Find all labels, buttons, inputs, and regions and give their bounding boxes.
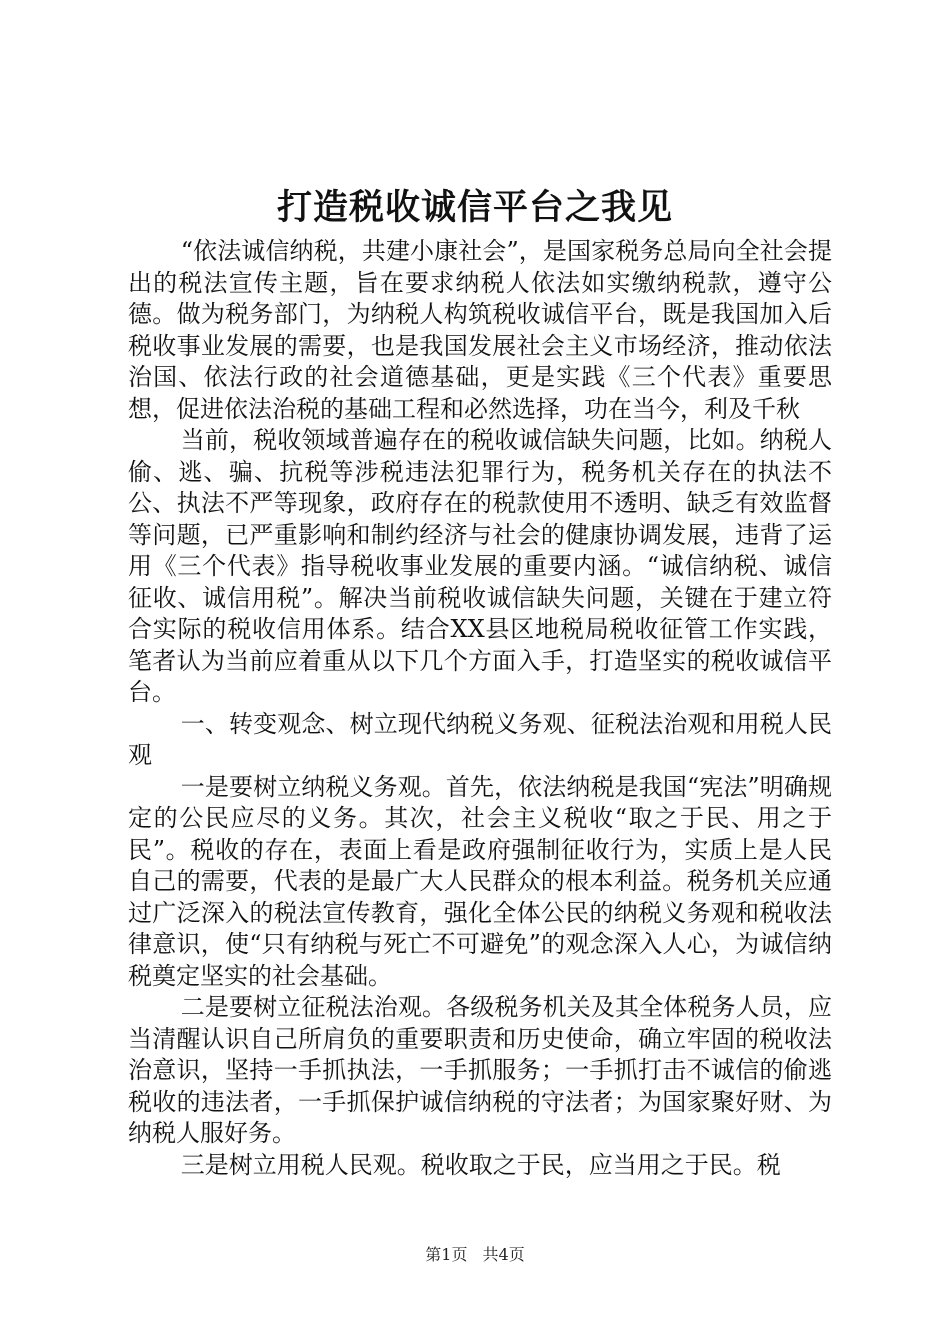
paragraph: “依法诚信纳税，共建小康社会”，是国家税务总局向全社会提出的税法宣传主题，旨在要求纳税人依法如实缴纳税款，遵守公德。做为税务部门，为纳税人构筑税收诚信平台，既是我国加入后税收事业发展的需要，也是我国发展社会主义市场经济，推动依法治国、依法行政的社会道德基础，更是实践《三个代表》重要思想，促进依法治税的基础工程和必然选择，功在当今，利及千秋 — [128, 237, 832, 423]
page-total: 共4页 — [482, 1245, 525, 1264]
paragraph: 当前，税收领域普遍存在的税收诚信缺失问题，比如。纳税人偷、逃、骗、抗税等涉税违法犯罪行为，税务机关存在的执法不公、执法不严等现象，政府存在的税款使用不透明、缺乏有效监督等问题，已严重影响和制约经济与社会的健康协调发展，违背了运用《三个代表》指导税收事业发展的重要内涵。“诚信纳税、诚信征收、诚信用税”。解决当前税收诚信缺失问题，关键在于建立符合实际的税收信用体系。结合XX县区地税局税收征管工作实践，笔者认为当前应着重从以下几个方面入手，打造坚实的税收诚信平台。 — [128, 426, 832, 706]
document-title: 打造税收诚信平台之我见 — [276, 187, 673, 228]
document-body — [128, 236, 832, 1181]
paragraph: 三是树立用税人民观。税收取之于民，应当用之于民。税 — [180, 1150, 781, 1179]
page-number: 第1页 — [425, 1245, 468, 1264]
paragraph: 二是要树立征税法治观。各级税务机关及其全体税务人员，应当清醒认识自己所肩负的重要职责和历史使命，确立牢固的税收法治意识，坚持一手抓执法，一手抓服务；一手抓打击不诚信的偷逃税收的违法者，一手抓保护诚信纳税的守法者；为国家聚好财、为纳税人服好务。 — [128, 993, 832, 1147]
paragraph: 一是要树立纳税义务观。首先，依法纳税是我国“宪法”明确规定的公民应尽的义务。其次，社会主义税收“取之于民、用之于民”。税收的存在，表面上看是政府强制征收行为，实质上是人民自己的需要，代表的是最广大人民群众的根本利益。税务机关应通过广泛深入的税法宣传教育，强化全体公民的纳税义务观和税收法律意识，使“只有纳税与死亡不可避免”的观念深入人心，为诚信纳税奠定坚实的社会基础。 — [128, 772, 832, 990]
section-heading: 一、转变观念、树立现代纳税义务观、征税法治观和用税人民观 — [128, 709, 832, 769]
page-footer — [0, 1244, 950, 1266]
